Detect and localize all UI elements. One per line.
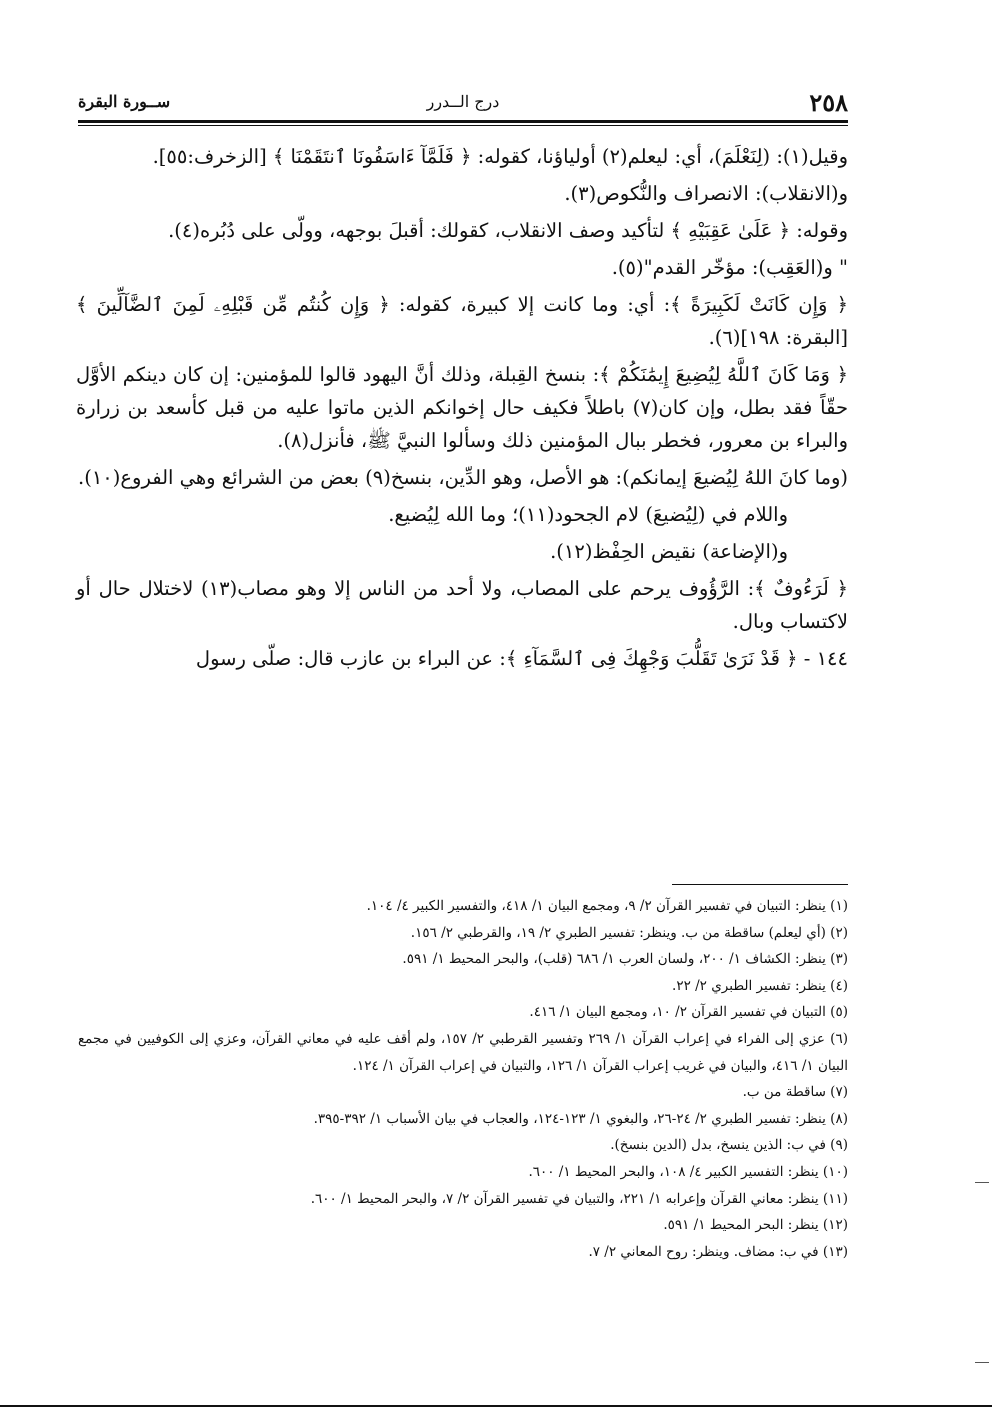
header-rule-thick: [78, 120, 848, 123]
footnote: (١٢) ينظر: البحر المحيط ١/ ٥٩١.: [663, 1217, 848, 1234]
paragraph: و(الانقلاب): الانصراف والنُّكوص(٣).: [564, 182, 848, 205]
footnote: (٥) التبيان في تفسير القرآن ٢/ ١٠، ومجمع البيان ١/ ٤١٦.: [529, 1004, 848, 1021]
footnote: (٧) ساقطة من ب.: [742, 1084, 848, 1101]
paragraph: وقيل(١): (لِنَعْلَمَ)، أي: ليعلم(٢) أولياؤنا، كقوله: ﴿ فَلَمَّآ ءَاسَفُونَا ٱنتَقَمْنَا ﴾ [الزخرف:٥٥].: [152, 145, 848, 168]
paragraph: ﴿ لَرَءُوفٌ ﴾: الرَّؤُوف يرحم على المصاب، ولا أحد من الناس إلا وهو مصاب(١٣) لاختلال حال أو لاكتساب وبال.: [76, 577, 848, 633]
main-text: [76, 140, 848, 679]
page-header: [78, 88, 848, 118]
footnote: (٩) في ب: الذين ينسخ، بدل (الدين بنسخ).: [610, 1137, 848, 1154]
footnote: (١٠) ينظر: التفسير الكبير ٤/ ١٠٨، والبحر المحيط ١/ ٦٠٠.: [528, 1163, 848, 1180]
surah-title: ســورة البقرة: [78, 92, 171, 111]
paragraph: و(الإضاعة) نقيض الحِفْظ(١٢).: [550, 540, 788, 563]
footnote: (١١) ينظر: معاني القرآن وإعرابه ١/ ٢٢١، والتبيان في تفسير القرآن ٢/ ٧، والبحر المحيط ١/ ٦٠٠.: [310, 1190, 848, 1207]
footnote: (١٣) في ب: مضاف. وينظر: روح المعاني ٢/ ٧.: [588, 1243, 848, 1260]
header-rule-thin: [78, 125, 848, 126]
footnote-separator: [672, 884, 848, 885]
page-number: ٢٥٨: [809, 88, 848, 117]
footnote: (٤) ينظر: تفسير الطبري ٢/ ٢٢.: [672, 977, 848, 994]
paragraph: (وما كانَ اللهُ لِيُضيعَ إيمانكم): هو الأصل، وهو الدِّين، بنسخ(٩) بعض من الشرائع وهي الفروع(١٠).: [78, 466, 848, 489]
paragraph: ١٤٤ - ﴿ قَدْ نَرَىٰ تَقَلُّبَ وَجْهِكَ فِى ٱلسَّمَآءِ ﴾: عن البراء بن عازب قال: صلّى رسول: [195, 647, 848, 670]
paragraph: " و(العَقِب): مؤخّر القدم"(٥).: [611, 256, 848, 279]
footnote: (٣) ينظر: الكشاف ١/ ٢٠٠، ولسان العرب ١/ ٦٨٦ (قلب)، والبحر المحيط ١/ ٥٩١.: [402, 951, 848, 968]
footnotes: [78, 893, 848, 1265]
bottom-edge-line: [0, 1405, 992, 1407]
scan-margin-mark: [975, 1362, 989, 1363]
footnote: (٦) عزي إلى الفراء في إعراب القرآن ١/ ٢٦٩ وتفسير القرطبي ٢/ ١٥٧، ولم أقف عليه في معاني القرآن، وعزي إلى الكوفيين في مجمع البيان ١/ ٤١٦، والبيان في غريب إعراب القرآن ١/ ١٢٦، والتبيان في إعراب القرآن ١/ ١٢٤.: [78, 1030, 848, 1074]
paragraph: وقوله: ﴿ عَلَىٰ عَقِبَيْهِ ﴾ لتأكيد وصف الانقلاب، كقولك: أقبلَ بوجهه، وولّى على دُبُره(٤).: [168, 219, 848, 242]
scan-margin-mark: [975, 1182, 989, 1183]
footnote: (٨) ينظر: تفسير الطبري ٢/ ٢٤-٢٦، والبغوي ١/ ١٢٣-١٢٤، والعجاب في بيان الأسباب ١/ ٣٩٢-٣٩٥.: [313, 1110, 848, 1127]
paragraph: ﴿ وَإِن كَانَتْ لَكَبِيرَةً ﴾: أي: وما كانت إلا كبيرة، كقوله: ﴿ وَإِن كُنتُم مِّن قَبْلِهِۦ لَمِنَ ٱلضَّآلِّينَ ﴾ [البقرة: ١٩٨](٦).: [76, 293, 848, 349]
paragraph: ﴿ وَمَا كَانَ ٱللَّهُ لِيُضِيعَ إِيمَٰنَكُمْ ﴾: بنسخ القِبلة، وذلك أنَّ اليهود قالوا للمؤمنين: إن كان دينكم الأوَّل حقّاً فقد بطل، وإن كان(٧) باطلاً فكيف حال إخوانكم الذين ماتوا عليه من قبل كأسعد بن زرارة والبراء بن معرور، فخطر ببال المؤمنين ذلك وسألوا النبيَّ ﷺ، فأنزل(٨).: [76, 363, 848, 452]
book-title: درج الــدرر: [426, 92, 500, 111]
paragraph: واللام في (لِيُضيعَ) لام الجحود(١١)؛ وما الله لِيُضيع.: [388, 503, 788, 526]
footnote: (٢) (أي ليعلم) ساقطة من ب. وينظر: تفسير الطبري ٢/ ١٩، والقرطبي ٢/ ١٥٦.: [410, 924, 848, 941]
footnote: (١) ينظر: التبيان في تفسير القرآن ٢/ ٩، ومجمع البيان ١/ ٤١٨، والتفسير الكبير ٤/ ١٠٤.: [366, 898, 848, 914]
